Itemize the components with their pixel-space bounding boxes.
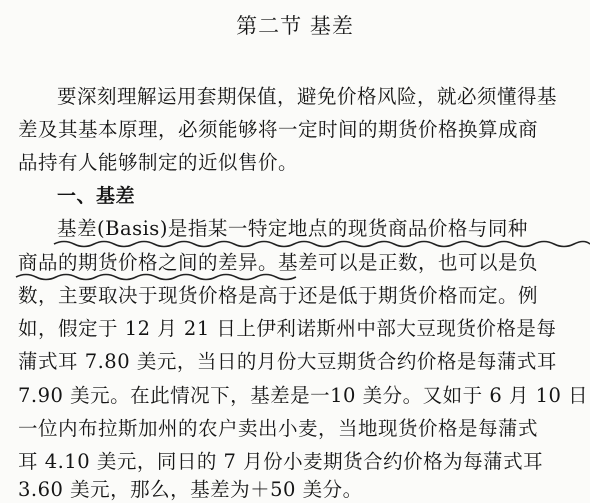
intro-line-3: 品持有人能够制定的近似售价。 [18,151,299,174]
body-line-8: 耳 4.10 美元，同日的 7 月份小麦期货合约价格为每蒲式耳 [18,450,544,473]
intro-line-1: 要深刻理解运用套期保值，避免价格风险，就必须懂得基 [57,85,558,108]
subsection-heading: 一、基差 [57,185,136,207]
body-line-3: 数，主要取决于现货价格是高于还是低于期货价格而定。例 [18,284,539,307]
body-line-6: 7.90 美元。在此情况下，基差是一10 美分。又如于 6 月 10 日 [18,384,589,407]
body-line-4: 如，假定于 12 月 21 日上伊利诺斯州中部大豆现货价格是每 [18,317,557,340]
body-line-7: 一位内布拉斯加州的农户卖出小麦，当地现货价格是每蒲式 [18,417,539,440]
body-line-5: 蒲式耳 7.80 美元，当日的月份大豆期货合约价格是每蒲式耳 [18,350,557,373]
body-line-1: 基差(Basis)是指某一特定地点的现货商品价格与同种 [57,217,528,240]
intro-line-2: 差及其基本原理，必须能够将一定时间的期货价格换算成商 [18,118,539,141]
section-title: 第二节 基差 [236,14,354,38]
body-line-2: 商品的期货价格之间的差异。基差可以是正数，也可以是负 [18,251,539,274]
body-line-9: 3.60 美元，那么，基差为＋50 美分。 [18,478,363,501]
